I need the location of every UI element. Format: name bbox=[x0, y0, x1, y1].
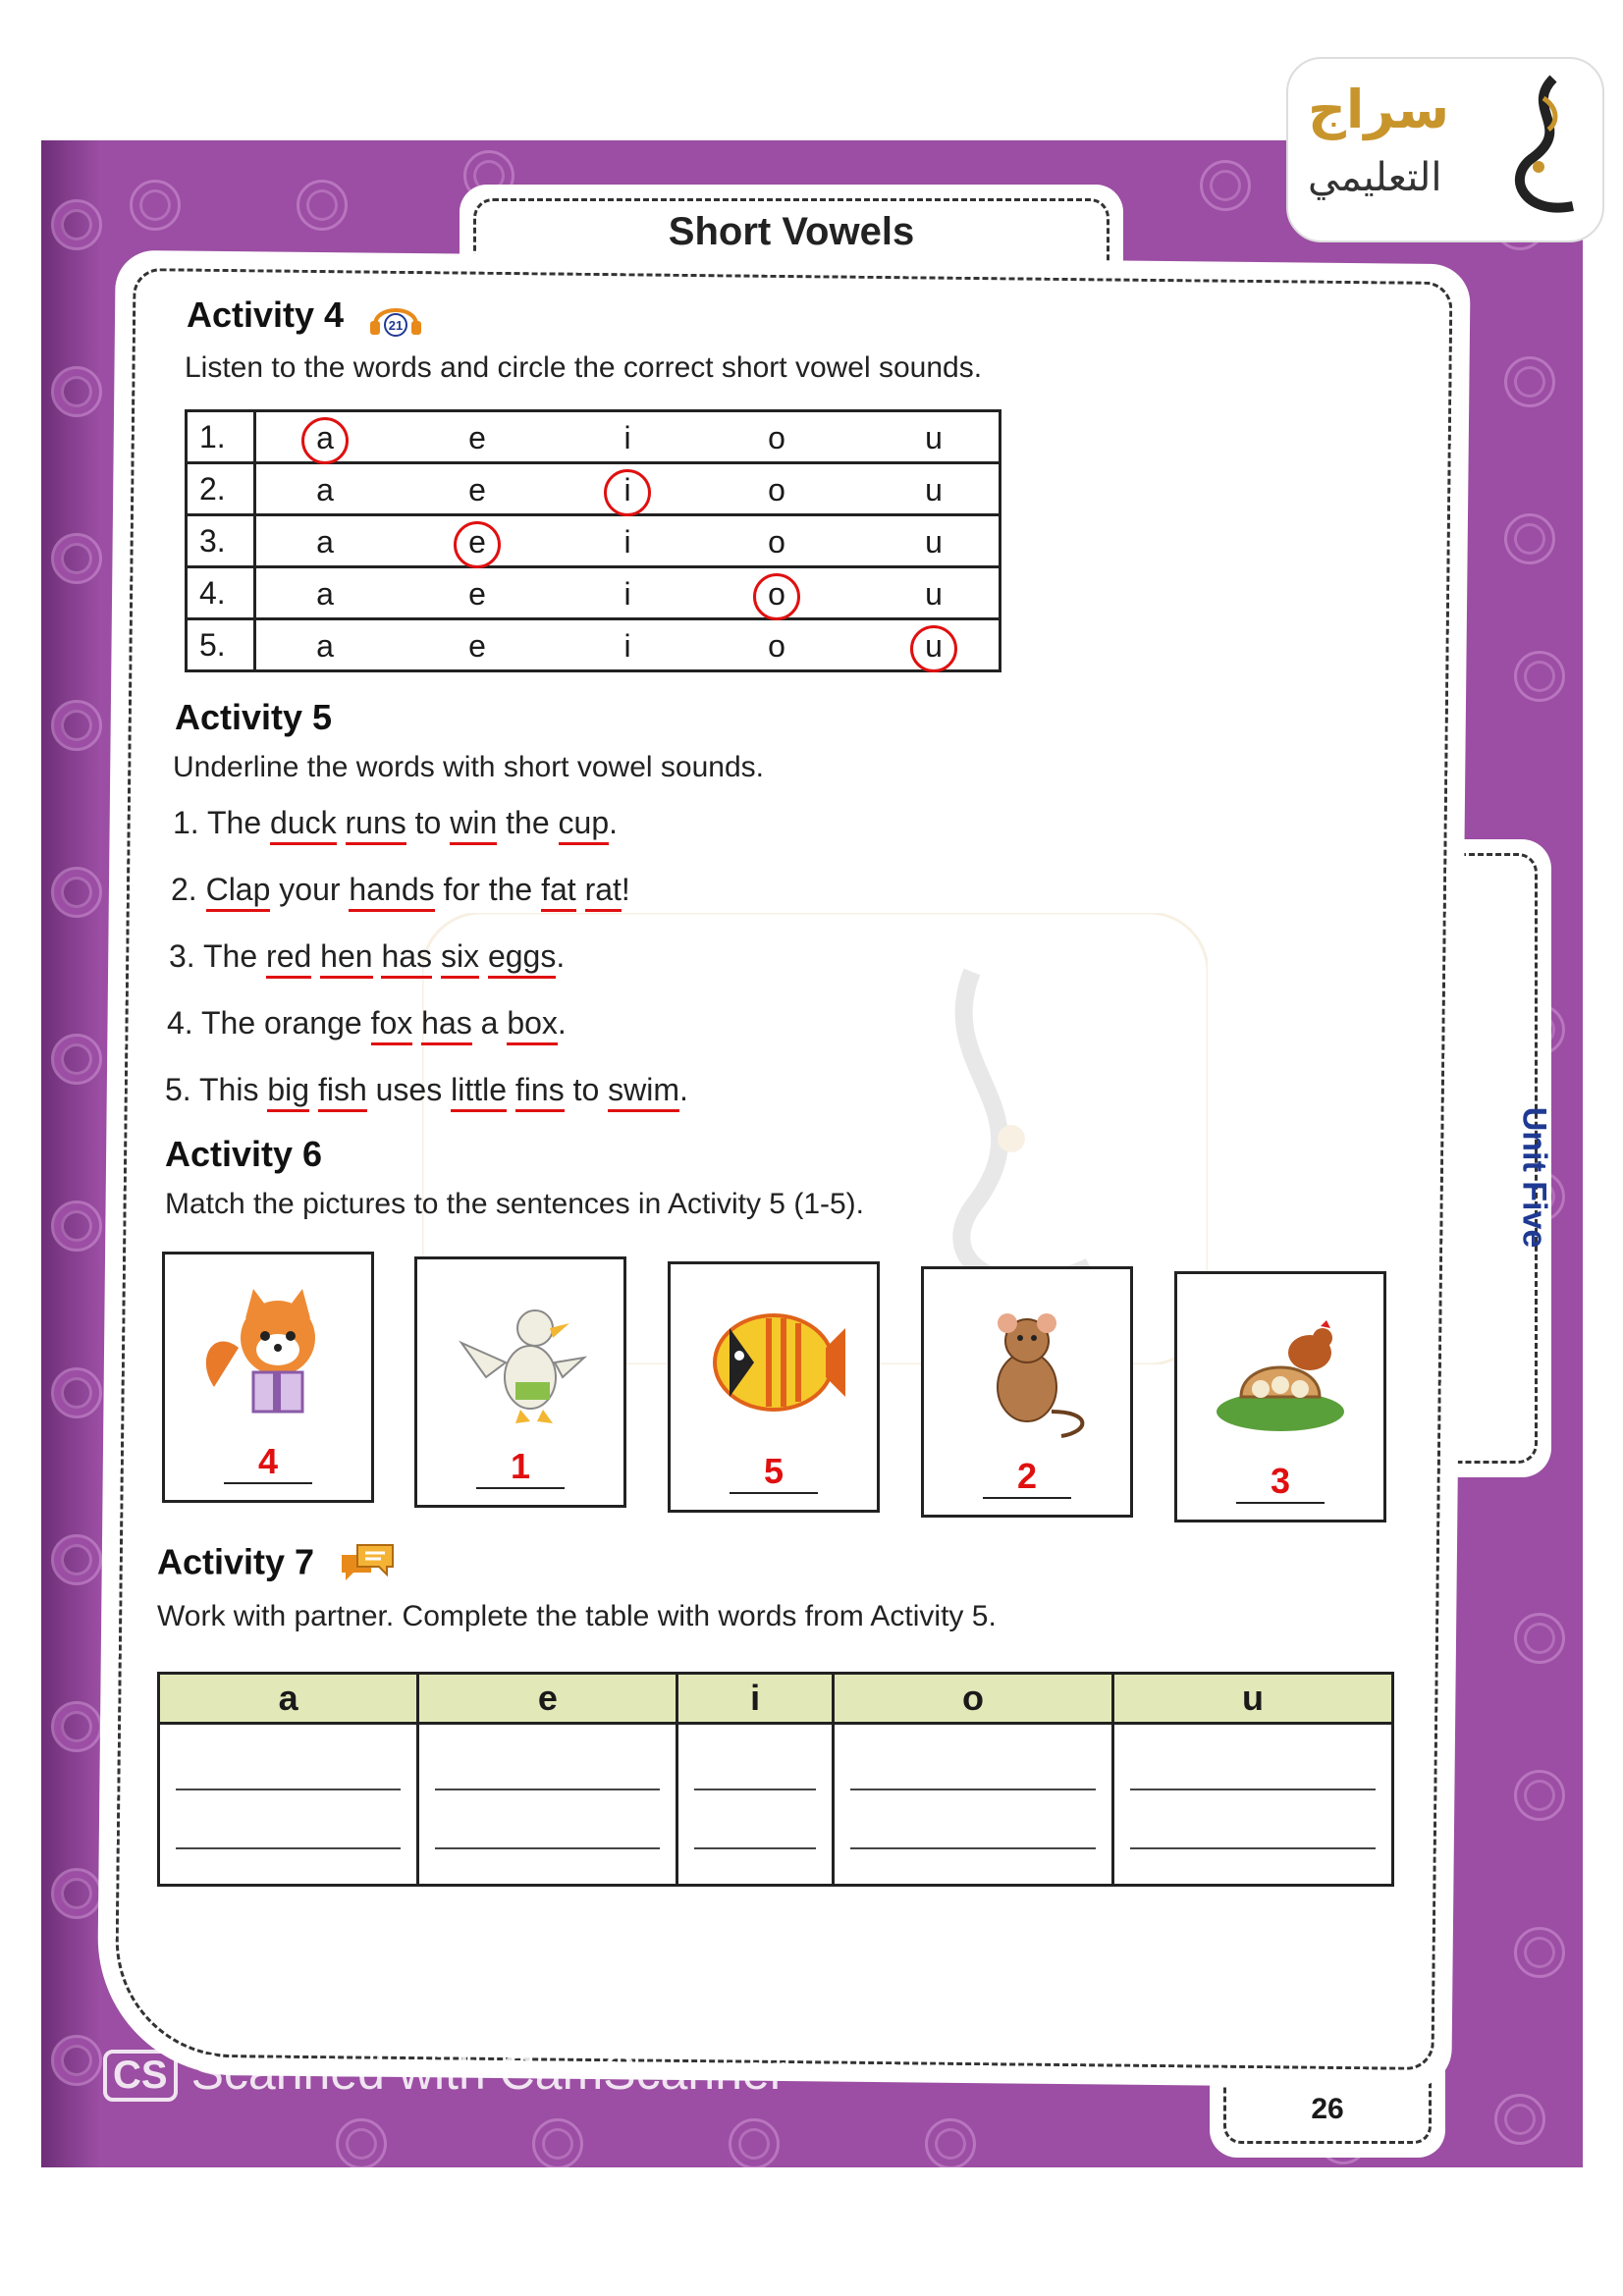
write-line bbox=[1130, 1789, 1376, 1790]
duck-illustration bbox=[447, 1284, 594, 1436]
underlined-word: cup bbox=[559, 805, 610, 845]
underlined-word: little bbox=[451, 1072, 507, 1112]
swirl-decoration bbox=[51, 1868, 102, 1919]
hen-with-eggs-illustration bbox=[1207, 1299, 1354, 1451]
vowel-option-o[interactable]: o bbox=[768, 472, 785, 507]
column-header-i: i bbox=[677, 1674, 834, 1724]
swirl-decoration bbox=[51, 533, 102, 584]
underlined-word: eggs bbox=[488, 938, 556, 979]
write-line bbox=[850, 1847, 1096, 1849]
underlined-word: runs bbox=[346, 805, 406, 845]
swirl-decoration bbox=[1514, 1613, 1565, 1664]
row-number: 2. bbox=[187, 463, 255, 515]
swirl-decoration bbox=[1504, 356, 1555, 407]
vowel-option-i[interactable]: i bbox=[623, 628, 631, 664]
swirl-decoration bbox=[51, 1034, 102, 1085]
underlined-word: box bbox=[507, 1005, 558, 1045]
underlined-word: big bbox=[267, 1072, 309, 1112]
row-number: 3. bbox=[187, 515, 255, 567]
svg-text:21: 21 bbox=[388, 318, 404, 334]
answer-cell-i[interactable] bbox=[677, 1724, 834, 1886]
swirl-decoration bbox=[51, 1201, 102, 1252]
swirl-decoration bbox=[51, 1701, 102, 1752]
activity5-instruction: Underline the words with short vowel sounds. bbox=[173, 751, 764, 783]
page-number: 26 bbox=[1311, 2093, 1344, 2125]
answer-line bbox=[476, 1487, 565, 1489]
vowel-option-a[interactable]: a bbox=[316, 576, 334, 612]
sentence-4: 4. The orange fox has a box. bbox=[167, 1005, 567, 1041]
row-number: 5. bbox=[187, 619, 255, 671]
underlined-word: win bbox=[450, 805, 497, 845]
unit-label: Unit Five bbox=[1515, 1106, 1553, 1249]
underlined-word: has bbox=[421, 1005, 472, 1045]
vowel-option-e[interactable]: e bbox=[468, 628, 486, 664]
row-number: 1. bbox=[187, 411, 255, 463]
write-line bbox=[176, 1789, 401, 1790]
underlined-word: rat bbox=[585, 872, 622, 912]
column-header-u: u bbox=[1112, 1674, 1392, 1724]
vowel-options bbox=[255, 411, 1001, 463]
camscanner-text: Scanned with CamScanner bbox=[190, 2045, 786, 2100]
vowel-option-i[interactable]: i bbox=[605, 472, 650, 508]
activity6-title: Activity 6 bbox=[165, 1134, 323, 1174]
underlined-word: red bbox=[266, 938, 311, 979]
answer-circle bbox=[604, 469, 651, 516]
vowel-option-u[interactable]: u bbox=[925, 472, 943, 507]
answer-circle bbox=[753, 573, 800, 620]
underlined-word: duck bbox=[270, 805, 337, 845]
answer-number: 1 bbox=[510, 1446, 531, 1486]
answer-circle bbox=[910, 625, 957, 672]
rat-illustration bbox=[953, 1294, 1101, 1446]
picture-card-rat[interactable] bbox=[921, 1266, 1133, 1518]
headphones-audio-icon bbox=[367, 297, 424, 337]
swirl-decoration bbox=[51, 700, 102, 751]
camscanner-watermark bbox=[103, 2044, 785, 2102]
answer-number: 3 bbox=[1270, 1461, 1291, 1501]
vowel-option-a[interactable]: a bbox=[302, 420, 348, 456]
answer-cell-u[interactable] bbox=[1112, 1724, 1392, 1886]
page-title: Short Vowels bbox=[668, 210, 915, 253]
swirl-decoration bbox=[51, 366, 102, 417]
underlined-word: six bbox=[441, 938, 479, 979]
fox-with-box-illustration bbox=[194, 1279, 342, 1431]
vowel-option-o[interactable]: o bbox=[768, 420, 785, 455]
answer-line bbox=[730, 1492, 818, 1494]
write-line bbox=[694, 1789, 816, 1790]
swirl-decoration bbox=[51, 867, 102, 918]
write-line bbox=[850, 1789, 1096, 1790]
vowel-option-u[interactable]: u bbox=[925, 420, 943, 455]
vowel-table-row bbox=[187, 567, 1001, 619]
activity4-title: Activity 4 21 bbox=[187, 294, 424, 337]
vowel-option-a[interactable]: a bbox=[316, 524, 334, 560]
answer-number: 5 bbox=[763, 1451, 784, 1491]
vowel-options bbox=[255, 515, 1001, 567]
vowel-option-i[interactable]: i bbox=[623, 524, 631, 560]
vowel-table-row bbox=[187, 463, 1001, 515]
speech-bubbles-icon bbox=[338, 1541, 397, 1588]
swirl-decoration bbox=[1514, 1927, 1565, 1978]
answer-line bbox=[1236, 1502, 1325, 1504]
swirl-decoration bbox=[297, 180, 348, 231]
underlined-word: hands bbox=[349, 872, 434, 912]
vowel-option-u[interactable]: u bbox=[911, 628, 956, 665]
swirl-decoration bbox=[925, 2118, 976, 2167]
answer-cell-e[interactable] bbox=[418, 1724, 677, 1886]
write-line bbox=[435, 1789, 660, 1790]
siraj-logo bbox=[1286, 57, 1604, 242]
logo-text-sub: التعليمي bbox=[1308, 155, 1442, 200]
sentence-1: 1. The duck runs to win the cup. bbox=[173, 805, 618, 841]
swirl-decoration bbox=[51, 1534, 102, 1585]
write-line bbox=[694, 1847, 816, 1849]
vowel-option-e[interactable]: e bbox=[468, 472, 486, 507]
vowel-option-e[interactable]: e bbox=[468, 576, 486, 612]
swirl-decoration bbox=[1514, 651, 1565, 702]
vowel-table-row bbox=[187, 619, 1001, 671]
activity5-title: Activity 5 bbox=[175, 697, 333, 737]
swirl-decoration bbox=[51, 1367, 102, 1418]
underlined-word: swim bbox=[608, 1072, 679, 1112]
vowel-options bbox=[255, 619, 1001, 671]
camscanner-badge: CS bbox=[103, 2050, 178, 2102]
vowel-option-o[interactable]: o bbox=[754, 576, 799, 613]
sentence-3: 3. The red hen has six eggs. bbox=[169, 938, 565, 975]
vowel-option-a[interactable]: a bbox=[316, 628, 334, 664]
activity4-instruction: Listen to the words and circle the correct short vowel sounds. bbox=[185, 351, 983, 384]
underlined-word: hen bbox=[320, 938, 372, 979]
activity7-instruction: Work with partner. Complete the table with words from Activity 5. bbox=[157, 1600, 997, 1632]
answer-cell-o[interactable] bbox=[833, 1724, 1112, 1886]
swirl-decoration bbox=[336, 2118, 387, 2167]
fish-illustration bbox=[700, 1289, 847, 1441]
answer-cell-a[interactable] bbox=[159, 1724, 418, 1886]
swirl-decoration bbox=[532, 2118, 583, 2167]
answer-line bbox=[983, 1497, 1071, 1499]
vowel-option-e[interactable]: e bbox=[455, 524, 500, 561]
answer-circle bbox=[454, 521, 501, 568]
activity7-title: Activity 7 bbox=[157, 1541, 397, 1588]
logo-text-main: سراج bbox=[1308, 79, 1450, 140]
activity4-vowel-table bbox=[185, 409, 1001, 672]
vowel-options bbox=[255, 567, 1001, 619]
sentence-2: 2. Clap your hands for the fat rat! bbox=[171, 872, 630, 908]
write-line bbox=[176, 1847, 401, 1849]
picture-card-fish[interactable] bbox=[668, 1261, 880, 1513]
column-header-o: o bbox=[833, 1674, 1112, 1724]
underlined-word: has bbox=[381, 938, 432, 979]
write-line bbox=[1130, 1847, 1376, 1849]
swirl-decoration bbox=[1504, 513, 1555, 564]
column-header-e: e bbox=[418, 1674, 677, 1724]
picture-card-duck[interactable] bbox=[414, 1256, 626, 1508]
underlined-word: Clap bbox=[206, 872, 271, 912]
vowel-option-i[interactable]: i bbox=[623, 420, 631, 455]
vowel-option-o[interactable]: o bbox=[768, 524, 785, 560]
swirl-decoration bbox=[130, 180, 181, 231]
picture-card-fox-with-box[interactable] bbox=[162, 1252, 374, 1503]
logo-calligraphy-icon bbox=[1485, 69, 1593, 231]
activity6-instruction: Match the pictures to the sentences in Activity 5 (1-5). bbox=[165, 1188, 865, 1220]
vowel-option-u[interactable]: u bbox=[925, 524, 943, 560]
activity7-table bbox=[157, 1672, 1394, 1887]
vowel-option-u[interactable]: u bbox=[925, 576, 943, 612]
swirl-decoration bbox=[1514, 1770, 1565, 1821]
underlined-word: fox bbox=[371, 1005, 413, 1045]
write-line bbox=[435, 1847, 660, 1849]
answer-number: 4 bbox=[257, 1441, 279, 1481]
swirl-decoration bbox=[729, 2118, 780, 2167]
vowel-table-row bbox=[187, 411, 1001, 463]
vowel-option-o[interactable]: o bbox=[768, 628, 785, 664]
swirl-decoration bbox=[51, 199, 102, 250]
underlined-word: fat bbox=[541, 872, 576, 912]
picture-card-hen-with-eggs[interactable] bbox=[1174, 1271, 1386, 1522]
answer-number: 2 bbox=[1016, 1456, 1038, 1496]
vowel-option-i[interactable]: i bbox=[623, 576, 631, 612]
row-number: 4. bbox=[187, 567, 255, 619]
column-header-a: a bbox=[159, 1674, 418, 1724]
vowel-options bbox=[255, 463, 1001, 515]
underlined-word: fins bbox=[515, 1072, 565, 1112]
sentence-5: 5. This big fish uses little fins to swim. bbox=[165, 1072, 688, 1108]
vowel-option-e[interactable]: e bbox=[468, 420, 486, 455]
swirl-decoration bbox=[51, 2035, 102, 2086]
vowel-option-a[interactable]: a bbox=[316, 472, 334, 507]
swirl-decoration bbox=[1494, 2094, 1545, 2145]
vowel-table-row bbox=[187, 515, 1001, 567]
underlined-word: fish bbox=[318, 1072, 367, 1112]
answer-circle bbox=[301, 417, 349, 464]
swirl-decoration bbox=[1200, 160, 1251, 211]
answer-line bbox=[224, 1482, 312, 1484]
